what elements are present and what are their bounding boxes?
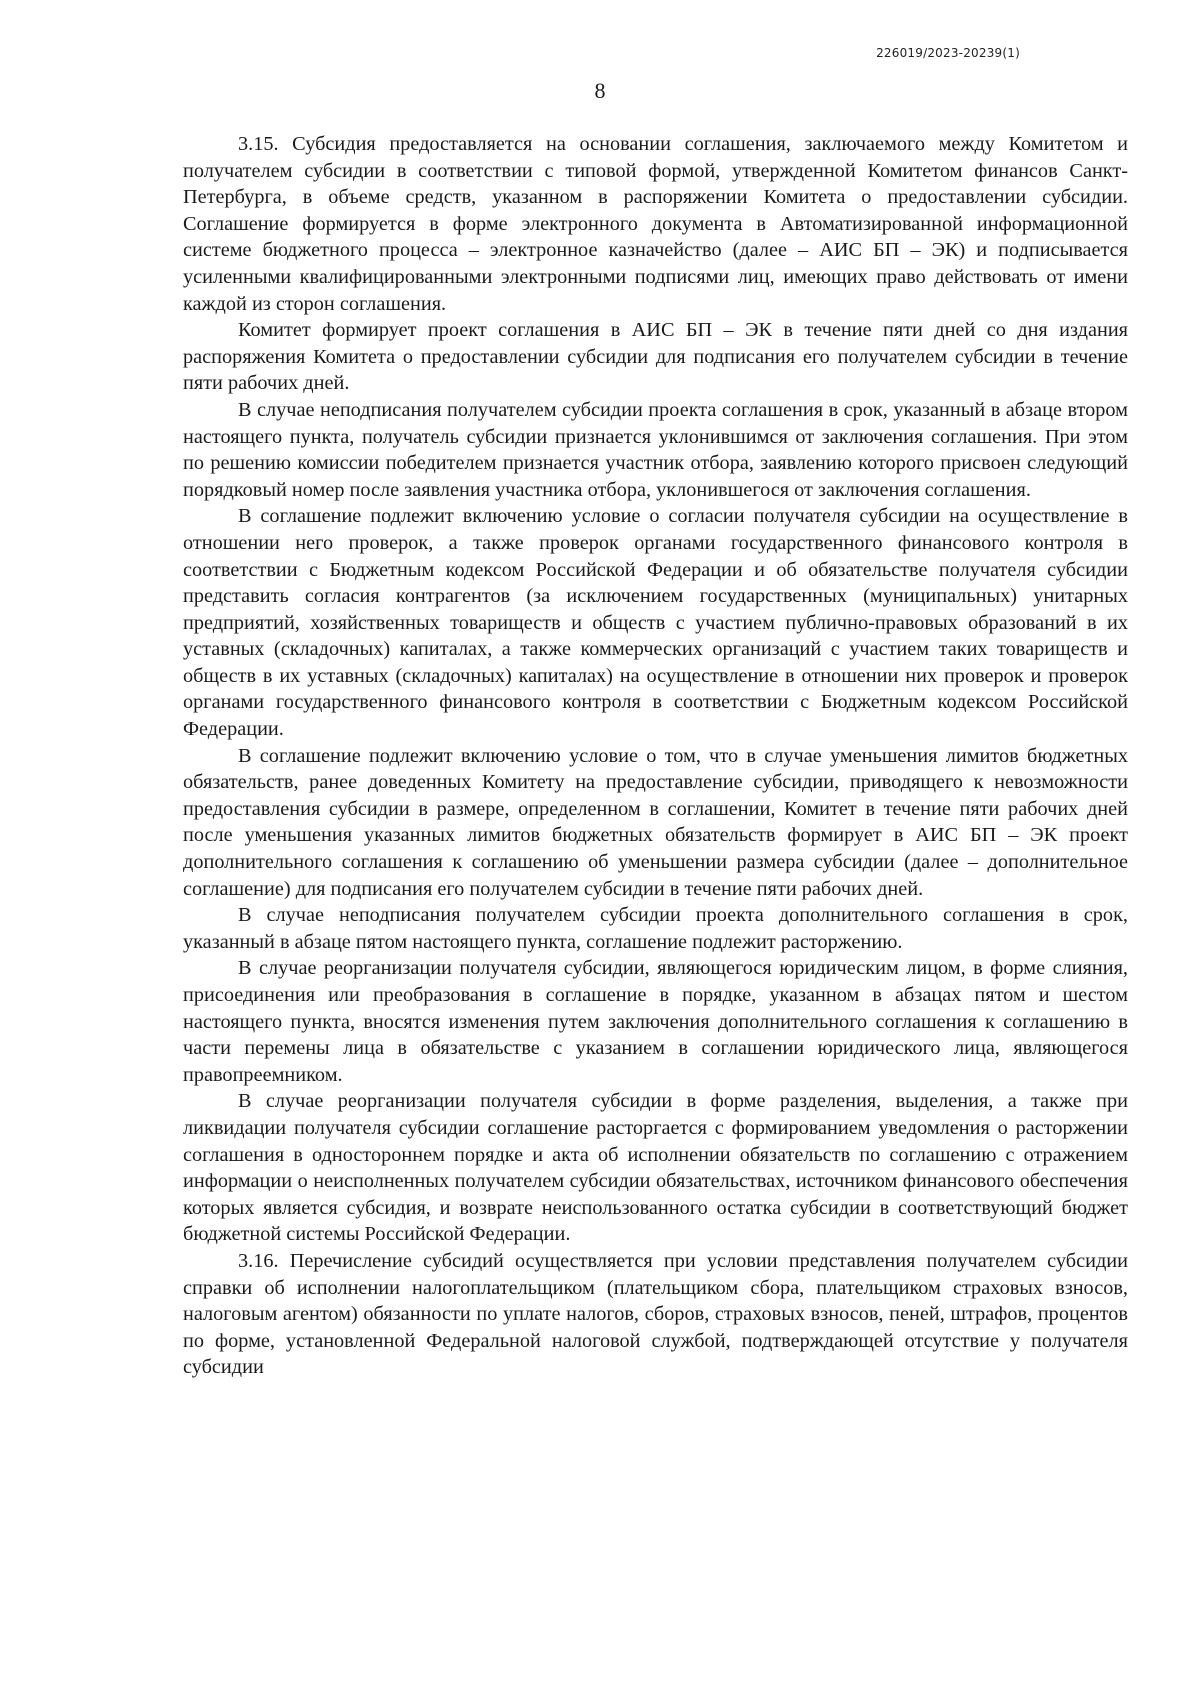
document-body [183, 131, 1128, 1381]
document-id: 226019/2023-20239(1) [876, 46, 1020, 60]
paragraph-limit-reduction: В соглашение подлежит включению условие о том, что в случае уменьшения лимитов бюджетных обязательств, ранее доведенных Комитету на предоставление субсидии, приводящего к невозможности предоставления субсидии в размере, определенном в соглашении, Комитет в течение пяти рабочих дней после уменьшения указанных лимитов бюджетных обязательств формирует в АИС БП – ЭК проект дополнительного соглашения к соглашению об уменьшении размера субсидии (далее – дополнительное соглашение) для подписания его получателем субсидии в течение пяти рабочих дней. [183, 744, 1128, 900]
paragraph-draft-agreement: Комитет формирует проект соглашения в АИС БП – ЭК в течение пяти дней со дня издания распоряжения Комитета о предоставлении субсидии для подписания его получателем субсидии в течение пяти рабочих дней. [183, 319, 1128, 395]
paragraph-additional-agreement: В случае неподписания получателем субсидии проекта дополнительного соглашения в срок, указанный в абзаце пятом настоящего пункта, соглашение подлежит расторжению. [183, 904, 1128, 953]
paragraph-consent-condition: В соглашение подлежит включению условие о согласии получателя субсидии на осуществление в отношении него проверок, а также проверок органами государственного финансового контроля в соответствии с Бюджетным кодексом Российской Федерации и об обязательстве получателя субсидии представить согласия контрагентов (за исключением государственных (муниципальных) унитарных предприятий, хозяйственных товариществ и обществ с участием публично-правовых образований в их уставных (складочных) капиталах, а также коммерческих организаций с участием таких товариществ и обществ в их уставных (складочных) капиталах) на осуществление в отношении них проверок и проверок органами государственного финансового контроля в соответствии с Бюджетным кодексом Российской Федерации. [183, 505, 1128, 741]
paragraph-3-15: 3.15. Субсидия предоставляется на основании соглашения, заключаемого между Комитетом и получателем субсидии в соответствии с типовой формой, утвержденной Комитетом финансов Санкт-Петербурга, в объеме средств, указанном в распоряжении Комитета о предоставлении субсидии. Соглашение формируется в форме электронного документа в Автоматизированной информационной системе бюджетного процесса – электронное казначейство (далее – АИС БП – ЭК) и подписывается усиленными квалифицированными электронными подписями лиц, имеющих право действовать от имени каждой из сторон соглашения. [183, 133, 1128, 315]
page-number: 8 [594, 78, 606, 103]
paragraph-reorganization-merger: В случае реорганизации получателя субсидии, являющегося юридическим лицом, в форме слияния, присоединения или преобразования в соглашение в порядке, указанном в абзацах пятом и шестом настоящего пункта, вносятся изменения путем заключения дополнительного соглашения к соглашению в части перемены лица в обязательстве с указанием в соглашении юридического лица, являющегося правопреемником. [183, 957, 1128, 1086]
paragraph-reorganization-division: В случае реорганизации получателя субсидии в форме разделения, выделения, а также при ликвидации получателя субсидии соглашение расторгается с формированием уведомления о расторжении соглашения в одностороннем порядке и акта об исполнении обязательств по соглашению с отражением информации о неисполненных получателем субсидии обязательствах, источником финансового обеспечения которых является субсидия, и возврате неиспользованного остатка субсидии в соответствующий бюджет бюджетной системы Российской Федерации. [183, 1090, 1128, 1246]
paragraph-non-signing: В случае неподписания получателем субсидии проекта соглашения в срок, указанный в абзаце втором настоящего пункта, получатель субсидии признается уклонившимся от заключения соглашения. При этом по решению комиссии победителем признается участник отбора, заявлению которого присвоен следующий порядковый номер после заявления участника отбора, уклонившегося от заключения соглашения. [183, 398, 1128, 501]
paragraph-3-16: 3.16. Перечисление субсидий осуществляется при условии представления получателем субсидии справки об исполнении налогоплательщиком (плательщиком сбора, плательщиком страховых взносов, налоговым агентом) обязанности по уплате налогов, сборов, страховых взносов, пеней, штрафов, процентов по форме, установленной Федеральной налоговой службой, подтверждающей отсутствие у получателя субсидии [183, 1249, 1128, 1379]
